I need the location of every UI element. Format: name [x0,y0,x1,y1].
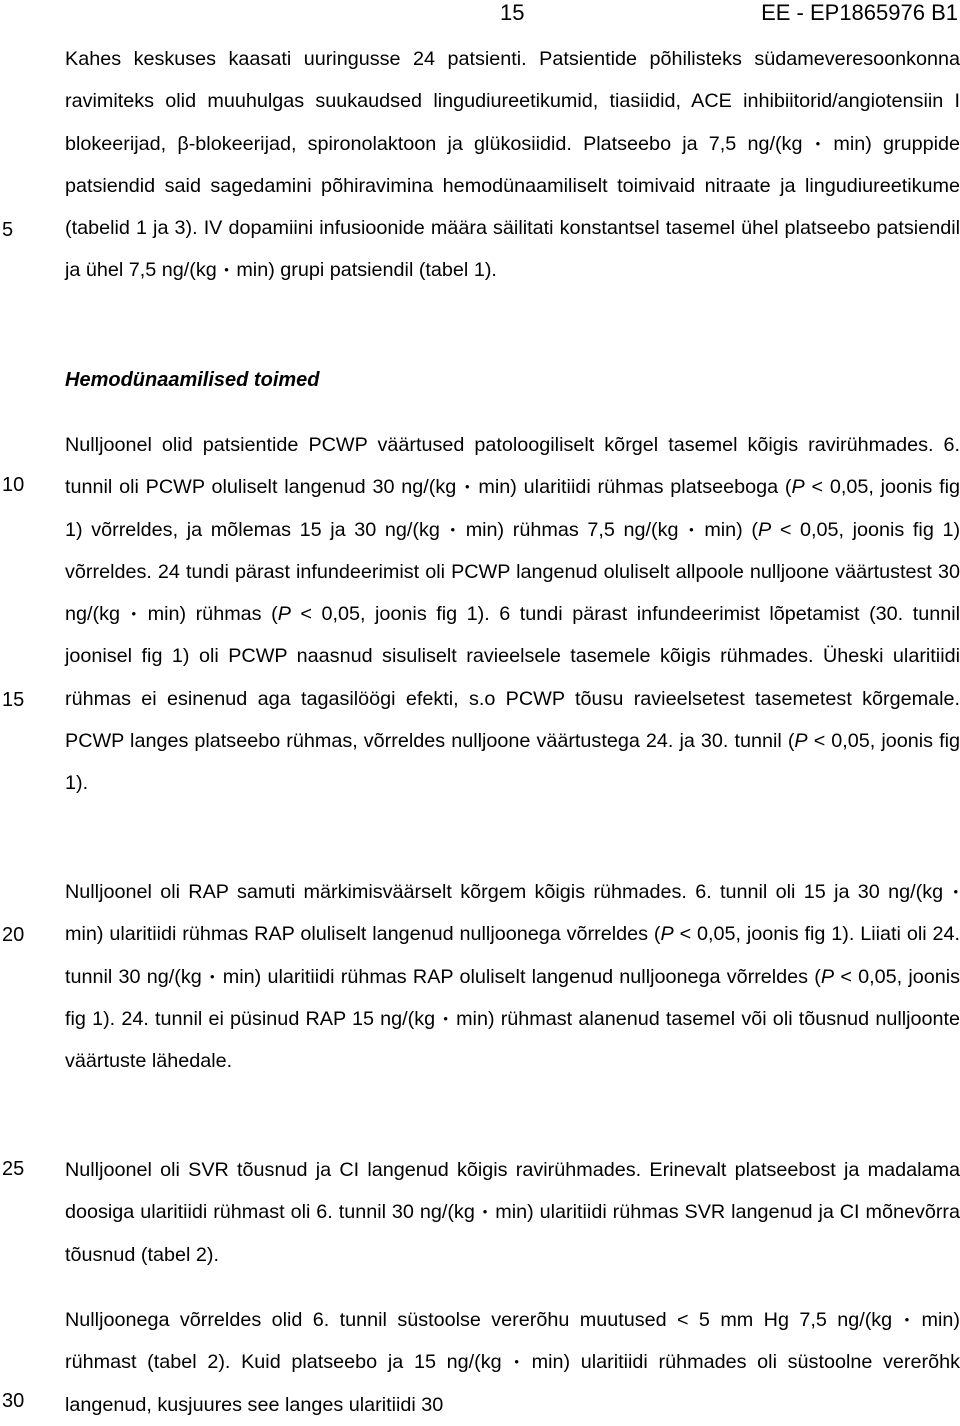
bullet-symbol: • [450,521,456,537]
line-number-30: 30 [2,1390,25,1412]
document-id: EE - EP1865976 B1 [761,0,958,25]
p-value-symbol: P [820,965,835,988]
bullet-symbol: • [689,521,694,537]
bullet-symbol: • [209,968,215,984]
line-number-20: 20 [2,924,25,946]
bullet-symbol: • [904,1312,910,1327]
p-value-symbol: P [277,603,291,626]
section-heading: Hemodünaamilised toimed [65,369,320,391]
p-value-symbol: P [758,518,772,541]
paragraph-pcwp: Nulljoonel olid patsientide PCWP väärtused patoloogiliselt kõrgel tasemel kõigis ravirühmades. 6. tunnil oli PCWP oluliselt langenud 30 ng/(kg • min) ularitiidi rühmas platseeboga (P < 0,05, joonis fig 1) võrreldes, ja mõlemas 15 ja 30 ng/(kg • min) rühmas 7,5 ng/(kg • min) (P < 0,05, joonis fig 1) võrreldes. 24 tundi pärast infundeerimist oli PCWP langenud oluliselt allpoole nulljoone väärtustest 30 ng/(kg • min) rühmas (P < 0,05, joonis fig 1). 6 tundi pärast infundeerimist lõpetamist (30. tunnil joonisel fig 1) oli PCWP naasnud sisuliselt ravieelsele tasemele kõigis rühmades. Üheski ularitiidi rühmas ei esinenud aga tagasilöögi efekti, s.o PCWP tõusu ravieelsetest tasemetest kõrgemale. PCWP langes platseebo rühmas, võrreldes nulljoone väärtustega 24. ja 30. tunnil (P < 0,05, joonis fig 1). [65,434,960,795]
p-value-symbol: P [791,476,805,499]
bullet-symbol: • [224,262,229,278]
bullet-symbol: • [815,135,821,151]
bullet-symbol: • [953,884,958,899]
bullet-symbol: • [131,606,137,622]
line-number-25: 25 [2,1158,25,1180]
page-number: 15 [500,0,525,25]
paragraph-participants: Kahes keskuses kaasati uuringusse 24 patsienti. Patsientide põhilisteks südameveresoonkonna ravimiteks olid muuhulgas suukaudsed lingudiureetikumid, tiasiidid, ACE inhibiitorid/angiotensiin I blokeerijad, β-blokeerijad, spironolaktoon ja glükosiidid. Platseebo ja 7,5 ng/(kg • min) gruppide patsiendid said sagedamini põhiravimina hemodünaamiliselt toimivaid nitraate ja lingudiureetikume (tabelid 1 ja 3). IV dopamiini infusioonide määra säilitati konstantsel tasemel ühel platseebo patsiendil ja ühel 7,5 ng/(kg • min) grupi patsiendil (tabel 1). [65,38,960,292]
bullet-symbol: • [443,1010,448,1026]
line-number-5: 5 [2,219,14,241]
bullet-symbol: • [465,479,470,495]
p-value-symbol: P [660,923,674,946]
paragraph-rap: Nulljoonel oli RAP samuti märkimisväärselt kõrgem kõigis rühmades. 6. tunnil oli 15 ja 30 ng/(kg • min) ularitiidi rühmas RAP oluliselt langenud nulljoonega võrreldes (P < 0,05, joonis fig 1). Liiati oli 24. tunnil 30 ng/(kg • min) ularitiidi rühmas RAP oluliselt langenud nulljoonega võrreldes (P < 0,05, joonis fig 1). 24. tunnil ei püsinud RAP 15 ng/(kg • min) rühmast alanenud tasemel või oli tõusnud nulljoonte väärtuste lähedale. [65,871,960,1082]
paragraph-blood-pressure: Nulljoonega võrreldes olid 6. tunnil süstoolse vererõhu muutused < 5 mm Hg 7,5 ng/(kg • min) rühmast (tabel 2). Kuid platseebo ja 15 ng/(kg • min) ularitiidi rühmades oli süstoolne vererõhk langenud, kusjuures see langes ularitiidi 30 [65,1299,960,1426]
bullet-symbol: • [482,1204,488,1220]
p-value-symbol: P [794,730,808,753]
bullet-symbol: • [514,1354,519,1370]
line-number-15: 15 [2,689,25,711]
paragraph-svr-ci: Nulljoonel oli SVR tõusnud ja CI langenud kõigis ravirühmades. Erinevalt platseebost ja madalama doosiga ularitiidi rühmast oli 6. tunnil 30 ng/(kg • min) ularitiidi rühmas SVR langenud ja CI mõnevõrra tõusnud (tabel 2). [65,1159,960,1266]
line-number-10: 10 [2,474,25,496]
